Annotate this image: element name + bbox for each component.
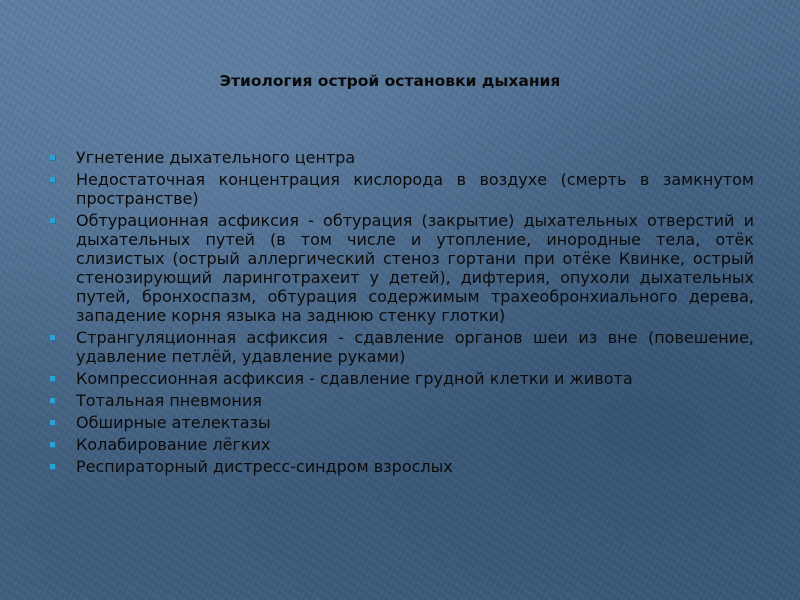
list-item-text: Компрессионная асфиксия - сдавление грудной клетки и живота [76, 369, 633, 388]
square-bullet-icon [50, 376, 56, 382]
list-item-text: Тотальная пневмония [76, 391, 262, 410]
list-item-obstructive-asphyxia [48, 211, 754, 325]
list-item-lung-collapse [48, 435, 754, 454]
square-bullet-icon [50, 398, 56, 404]
list-item-text: Угнетение дыхательного центра [76, 148, 356, 167]
list-item-text: Респираторный дистресс-синдром взрослых [76, 457, 453, 476]
slide-title: Этиология острой остановки дыхания [219, 72, 561, 90]
list-item-atelectasis [48, 413, 754, 432]
square-bullet-icon [50, 464, 56, 470]
list-item-text: Обтурационная асфиксия - обтурация (закрытие) дыхательных отверстий и дыхательных путей (в том числе и утопление, инородные тела, отёк слизистых (острый аллергический стеноз гортани при отёке Квинке, острый стенозирующий ларинготрахеит у детей), дифтерия, опухоли дыхательных путей, бронхоспазм, обтурация содержимым трахеобронхиального дерева, западение корня языка на заднюю стенку глотки) [76, 211, 754, 325]
list-item-total-pneumonia [48, 391, 754, 410]
list-item-text: Недостаточная концентрация кислорода в воздухе (смерть в замкнутом пространстве) [76, 170, 754, 208]
list-item-strangulation-asphyxia [48, 328, 754, 366]
list-item-compression-asphyxia [48, 369, 754, 388]
square-bullet-icon [50, 420, 56, 426]
list-item-text: Колабирование лёгких [76, 435, 271, 454]
square-bullet-icon [50, 442, 56, 448]
square-bullet-icon [50, 335, 56, 341]
list-item-oxygen-deficiency [48, 170, 754, 208]
list-item-text: Обширные ателектазы [76, 413, 271, 432]
list-item-respiratory-center [48, 148, 754, 167]
square-bullet-icon [50, 218, 56, 224]
square-bullet-icon [50, 177, 56, 183]
bullet-list [48, 148, 754, 479]
square-bullet-icon [50, 155, 56, 161]
list-item-text: Странгуляционная асфиксия - сдавление органов шеи из вне (повешение, удавление петлёй, удавление руками) [76, 328, 754, 366]
list-item-ards [48, 457, 754, 476]
